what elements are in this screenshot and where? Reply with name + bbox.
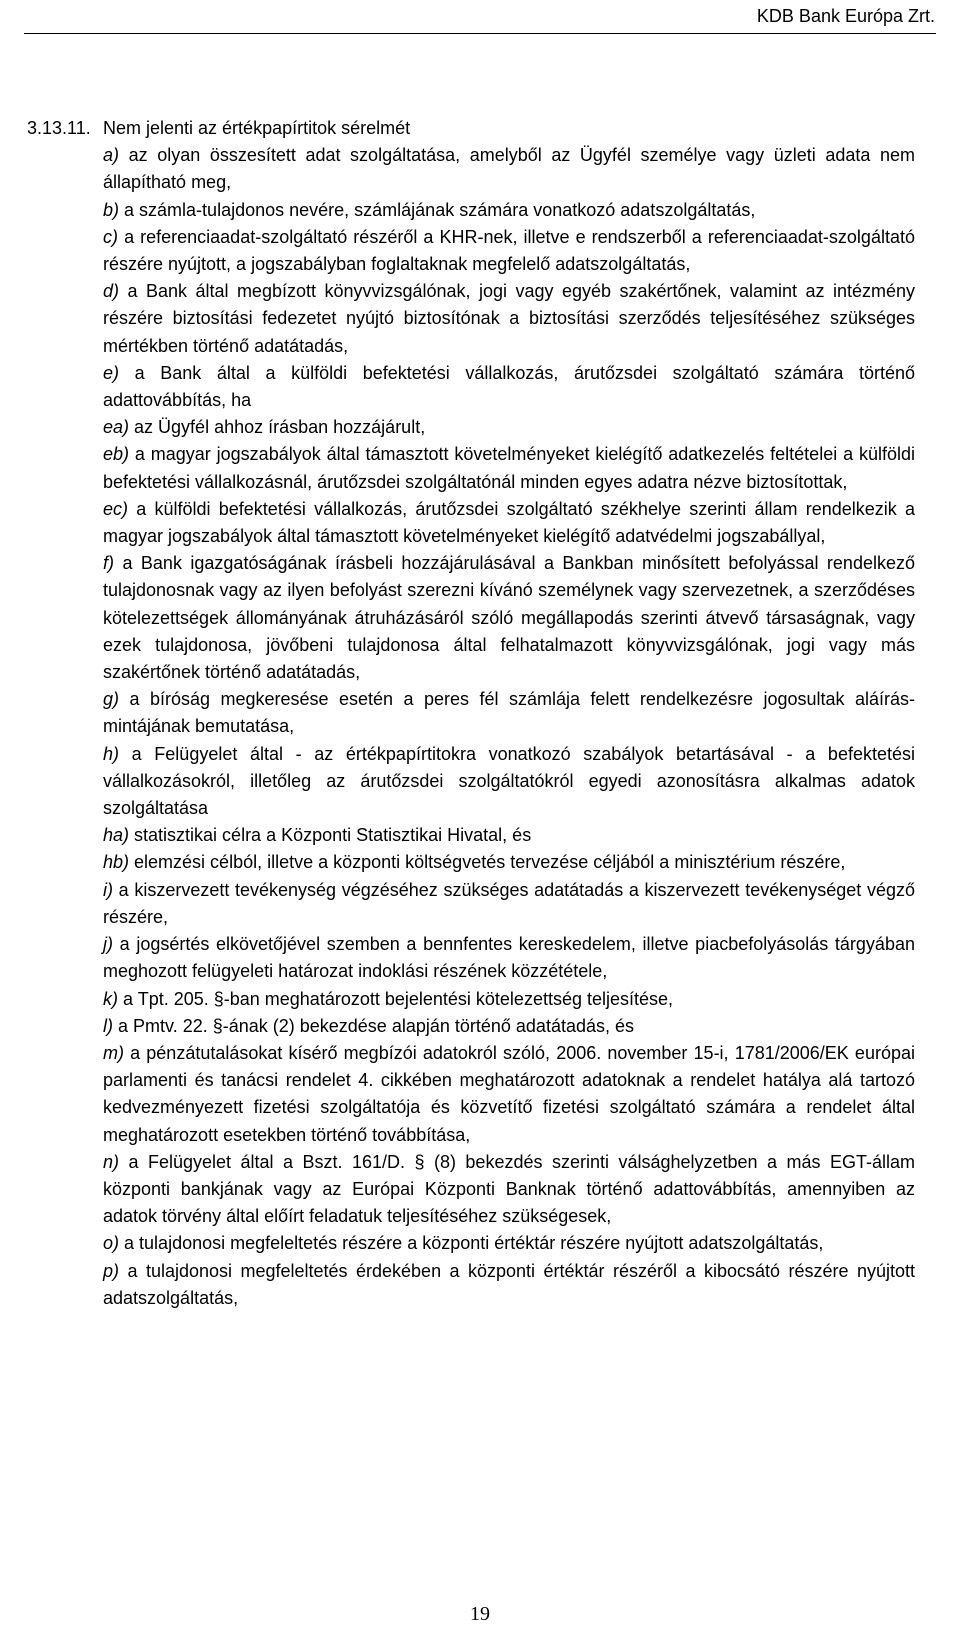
item-text: a pénzátutalásokat kísérő megbízói adatokról szóló, 2006. november 15-i, 1781/2006/EK európai parlamenti és tanácsi rendelet 4. cikkében meghatározott adatoknak a rendelet hatálya alá tartozó kedvezményezett fizetési szolgáltatója és közvetítő fizetési szolgáltató számára a rendelet által meghatározott esetekben történő továbbítása, xyxy=(103,1042,915,1145)
item-text: a referenciaadat-szolgáltató részéről a KHR-nek, illetve e rendszerből a referenciaadat-szolgáltató részére nyújtott, a jogszabályban foglaltaknak megfelelő adatszolgáltatás, xyxy=(103,226,915,275)
list-item xyxy=(103,1258,915,1312)
list-item xyxy=(103,1040,915,1149)
item-label: o) xyxy=(103,1233,120,1254)
item-text: a Bank által a külföldi befektetési vállalkozás, árutőzsdei szolgáltató számára történő adattovábbítás, ha xyxy=(103,362,915,411)
header-divider xyxy=(24,33,936,34)
list-item xyxy=(103,550,915,686)
item-text: a kiszervezett tevékenység végzéséhez szükséges adatátadás a kiszervezett tevékenységet végző részére, xyxy=(103,879,915,927)
item-list xyxy=(103,142,915,1312)
item-text: a Bank által megbízott könyvvizsgálónak, jogi vagy egyéb szakértőnek, valamint az intézmény részére biztosítási fedezetet nyújtó biztosítónak a biztosítási szerződés teljesítéséhez szükséges mértékben történő adatátadás, xyxy=(103,281,915,356)
list-item xyxy=(103,1149,915,1231)
list-item xyxy=(103,686,915,740)
item-label: f) xyxy=(103,553,114,574)
list-item xyxy=(103,986,915,1013)
item-text: a Pmtv. 22. §-ának (2) bekezdése alapján történő adatátadás, és xyxy=(118,1015,635,1036)
item-text: a számla-tulajdonos nevére, számlájának számára vonatkozó adatszolgáltatás, xyxy=(124,199,756,220)
list-item xyxy=(103,360,915,414)
list-item xyxy=(103,1230,915,1257)
item-label: m) xyxy=(103,1042,124,1063)
section-number: 3.13.11. xyxy=(27,118,91,138)
item-label: d) xyxy=(103,281,120,302)
item-text: a Felügyelet által a Bszt. 161/D. § (8) bekezdés szerinti válsághelyzetben a más EGT-állam központi bankjának vagy az Európai Központi Banknak történő adattovábbítás, amennyiben az adatok törvény által előírt feladatuk teljesítéséhez szükségesek, xyxy=(103,1151,915,1227)
list-item xyxy=(103,931,915,985)
header-company: KDB Bank Európa Zrt. xyxy=(756,6,935,26)
list-item xyxy=(103,877,915,931)
item-text: a külföldi befektetési vállalkozás, árutőzsdei szolgáltató székhelye szerinti állam rendelkezik a magyar jogszabályok által támasztott követelményeket kielégítő adatvédelmi jogszabállyal, xyxy=(103,498,915,547)
item-label: h) xyxy=(103,743,120,764)
item-text: a bíróság megkeresése esetén a peres fél számlája felett rendelkezésre jogosultak aláírás-mintájának bemutatása, xyxy=(103,689,915,737)
item-text: a Tpt. 205. §-ban meghatározott bejelentési kötelezettség teljesítése, xyxy=(123,988,674,1009)
list-item xyxy=(103,741,915,823)
item-label: b) xyxy=(103,199,120,220)
item-label: p) xyxy=(103,1260,120,1281)
item-text: az olyan összesített adat szolgáltatása, amelyből az Ügyfél személye vagy üzleti adata nem állapítható meg, xyxy=(103,145,915,193)
list-item xyxy=(103,441,915,495)
item-text: a tulajdonosi megfeleltetés részére a központi értéktár részére nyújtott adatszolgáltatás, xyxy=(124,1233,824,1254)
item-label: i) xyxy=(103,879,113,900)
item-label: e) xyxy=(103,362,120,383)
item-label: c) xyxy=(103,226,118,247)
list-item xyxy=(103,142,915,196)
item-text: elemzési célból, illetve a központi költségvetés tervezése céljából a minisztérium részére, xyxy=(134,852,846,873)
item-label: a) xyxy=(103,145,120,166)
item-text: a Felügyelet által - az értékpapírtitokra vonatkozó szabályok betartásával - a befektetési vállalkozásokról, illetőleg az árutőzsdei szolgáltatókról egyedi azonosításra alkalmas adatok szolgáltatása xyxy=(103,743,915,819)
item-text: statisztikai célra a Központi Statisztikai Hivatal, és xyxy=(134,825,532,846)
item-text: a tulajdonosi megfeleltetés érdekében a központi értéktár részéről a kibocsátó részére nyújtott adatszolgáltatás, xyxy=(103,1260,915,1308)
item-text: a magyar jogszabályok által támasztott követelményeket kielégítő adatkezelés feltételei a külföldi befektetési vállalkozásnál, árutőzsdei szolgáltatónál minden egyes adatra nézve biztosítottak, xyxy=(103,444,915,492)
item-label: g) xyxy=(103,689,120,710)
item-text: a Bank igazgatóságának írásbeli hozzájárulásával a Bankban minősített befolyással rendelkező tulajdonosnak vagy az ilyen befolyást szerezni kívánó személynek vagy szervezetnek, a szerződéses kötelezettségek állományának átruházásáról szóló megállapodás szerinti átvevő társaságnak, vagy ezek tulajdonosa, jövőbeni tulajdonosa által felhatalmazott könyvvizsgálónak, jogi vagy más szakértőnek történő adatátadás, xyxy=(103,553,915,683)
list-item xyxy=(103,414,915,441)
list-item xyxy=(103,197,915,224)
item-label: j) xyxy=(103,934,113,955)
section-intro: Nem jelenti az értékpapírtitok sérelmét xyxy=(103,118,411,138)
list-item xyxy=(103,224,915,278)
page-number: 19 xyxy=(470,1603,490,1625)
list-item xyxy=(103,849,915,876)
section-content xyxy=(103,115,915,1312)
item-label: k) xyxy=(103,988,118,1009)
list-item xyxy=(103,496,915,550)
list-item xyxy=(103,822,915,849)
list-item xyxy=(103,1013,915,1040)
item-label: n) xyxy=(103,1151,120,1172)
item-text: az Ügyfél ahhoz írásban hozzájárult, xyxy=(134,417,426,438)
item-text: a jogsértés elkövetőjével szemben a bennfentes kereskedelem, illetve piacbefolyásolás tárgyában meghozott felügyeleti határozat indoklási részének közzététele, xyxy=(103,934,915,982)
item-label: eb) xyxy=(103,444,130,465)
list-item xyxy=(103,278,915,360)
item-label: ha) xyxy=(103,825,130,846)
item-label: l) xyxy=(103,1015,113,1036)
item-label: hb) xyxy=(103,852,130,873)
item-label: ec) xyxy=(103,498,129,519)
item-label: ea) xyxy=(103,417,130,438)
